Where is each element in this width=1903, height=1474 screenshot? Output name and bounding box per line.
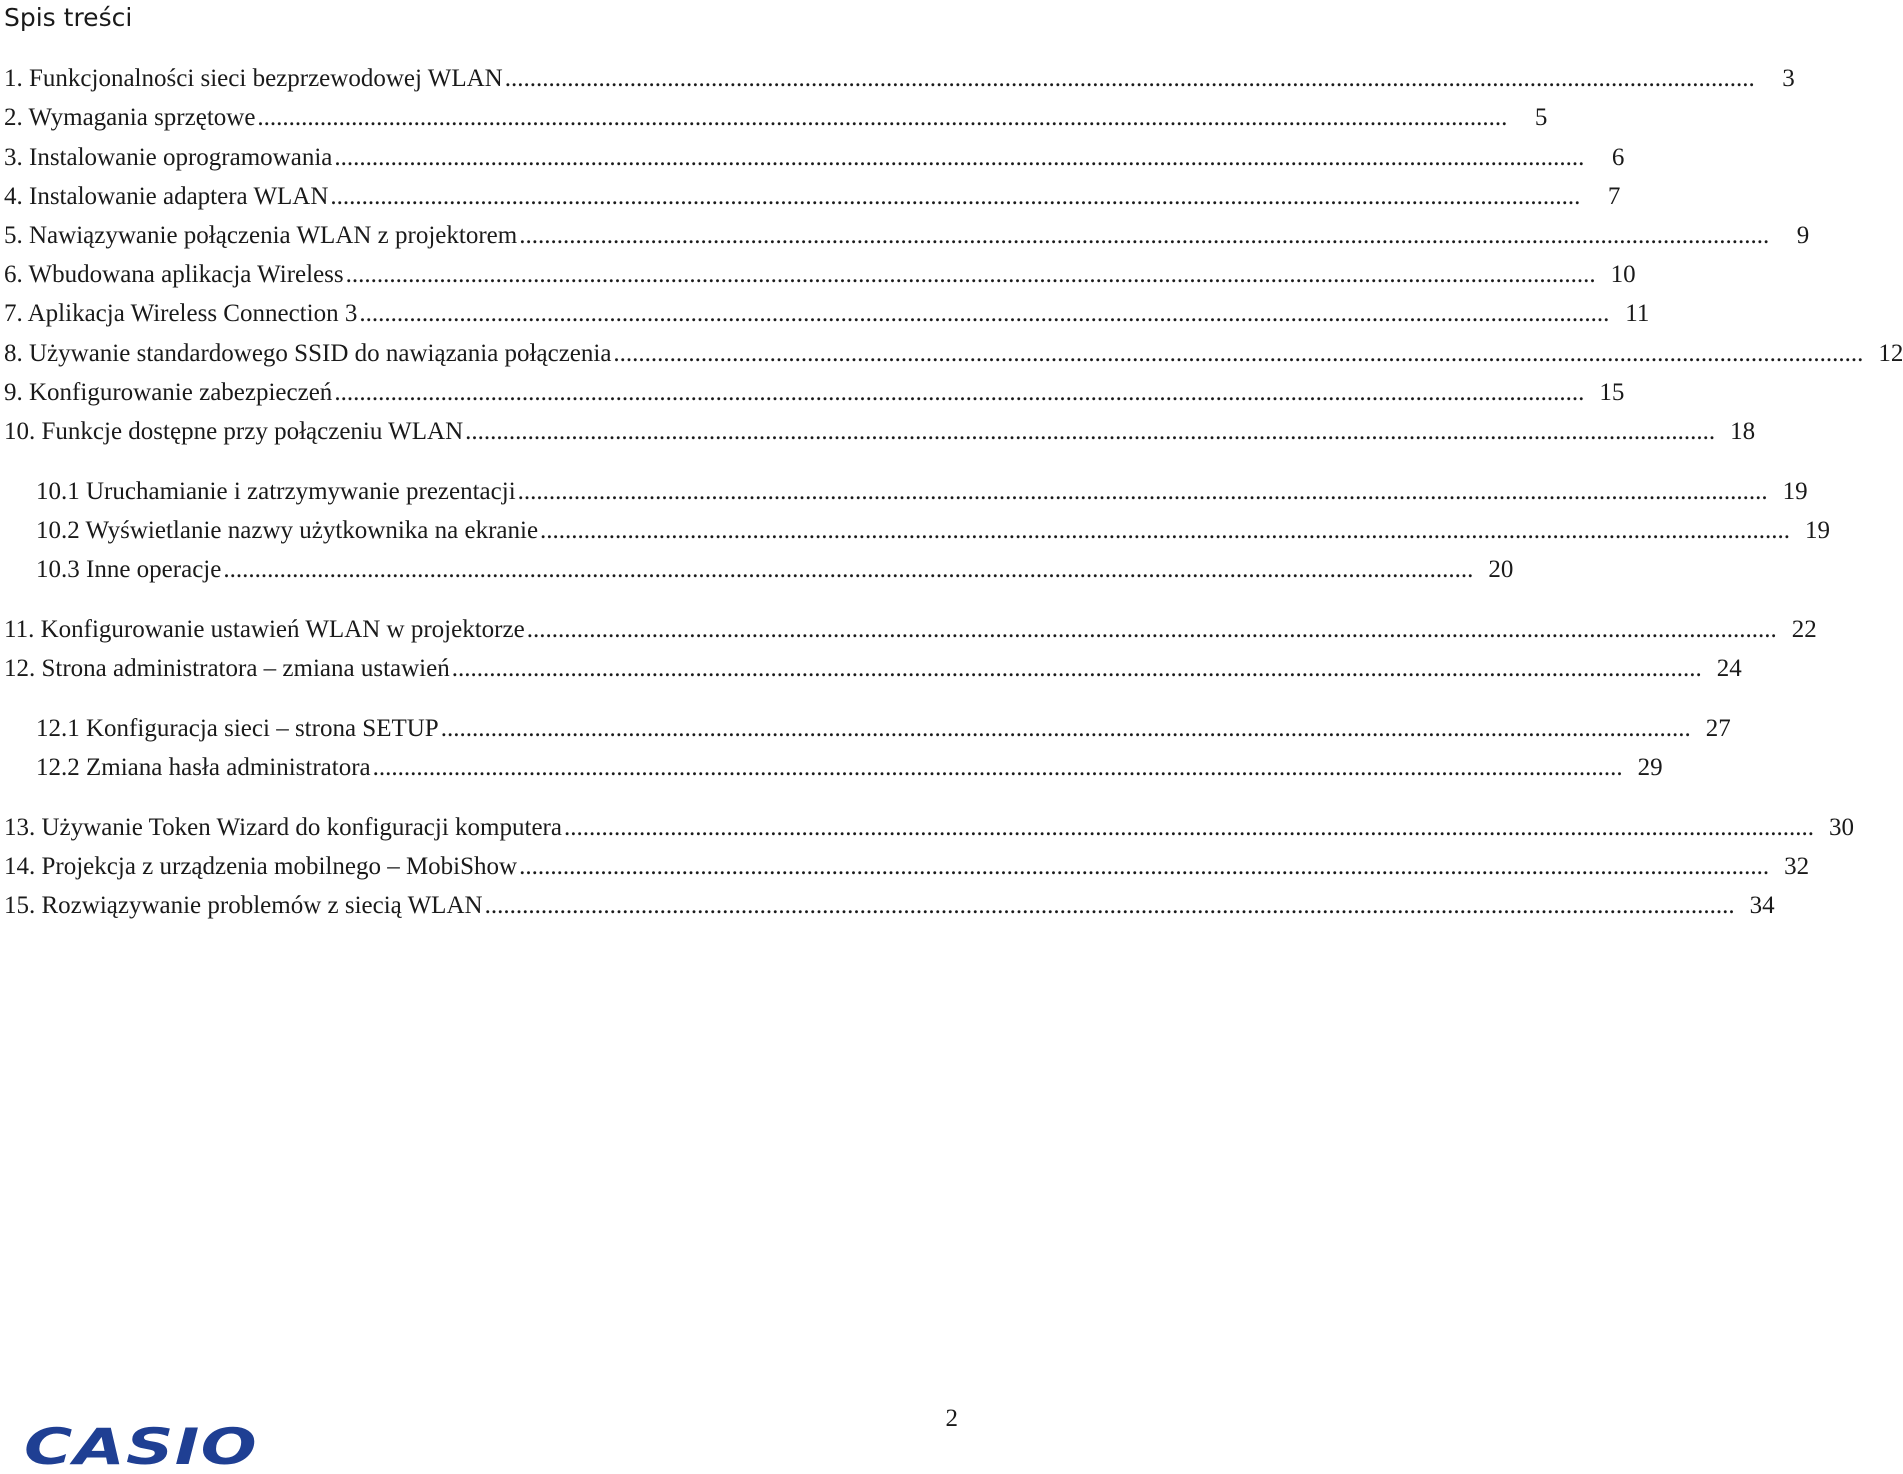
toc-entry-label: 13. Używanie Token Wizard do konfiguracji komputera bbox=[4, 814, 562, 841]
toc-entry-page: 9 bbox=[1796, 222, 1810, 249]
leader-dots: ........................................................................................................................................................................................................ bbox=[563, 814, 1814, 841]
leader-dots: ........................................................................................................................................................................................................ bbox=[465, 418, 1716, 445]
toc-entry-page: 15 bbox=[1599, 379, 1625, 406]
toc-entry-label: 7. Aplikacja Wireless Connection 3 bbox=[4, 300, 358, 327]
toc-entry-label: 14. Projekcja z urządzenia mobilnego – MobiShow bbox=[4, 853, 518, 880]
leader-dots: ........................................................................................................................................................................................................ bbox=[517, 478, 1768, 505]
toc-entry-label: 1. Funkcjonalności sieci bezprzewodowej WLAN bbox=[4, 65, 503, 92]
toc-entry-label: 10.2 Wyświetlanie nazwy użytkownika na ekranie bbox=[36, 517, 539, 544]
casio-logo bbox=[22, 1418, 262, 1474]
toc-entry-page: 24 bbox=[1716, 655, 1742, 682]
toc-entry[interactable] bbox=[4, 220, 1810, 252]
leader-dots: ........................................................................................................................................................................................................ bbox=[540, 517, 1791, 544]
toc-entry-page: 3 bbox=[1782, 65, 1795, 92]
toc-entry[interactable] bbox=[4, 377, 1625, 409]
toc-entry-label: 9. Konfigurowanie zabezpieczeń bbox=[4, 379, 333, 406]
toc-entry-page: 7 bbox=[1607, 183, 1621, 210]
toc-subentry[interactable] bbox=[36, 713, 1731, 745]
toc-entry-page: 19 bbox=[1782, 478, 1808, 505]
toc-entry-page: 20 bbox=[1488, 556, 1514, 583]
leader-dots: ........................................................................................................................................................................................................ bbox=[526, 616, 1777, 643]
toc-entry-page: 29 bbox=[1637, 754, 1663, 781]
toc-subentry[interactable] bbox=[36, 515, 1831, 547]
toc-entry-label: 15. Rozwiązywanie problemów z siecią WLAN bbox=[4, 892, 483, 919]
toc-entry[interactable] bbox=[4, 259, 1636, 291]
leader-dots: ........................................................................................................................................................................................................ bbox=[359, 300, 1610, 327]
toc-entry-page: 30 bbox=[1828, 814, 1854, 841]
leader-dots: ........................................................................................................................................................................................................ bbox=[334, 379, 1585, 406]
leader-dots: ........................................................................................................................................................................................................ bbox=[330, 183, 1581, 210]
leader-dots: ........................................................................................................................................................................................................ bbox=[334, 144, 1585, 171]
toc-entry[interactable] bbox=[4, 63, 1795, 95]
toc-entry[interactable] bbox=[4, 653, 1742, 685]
toc-entry-label: 10.1 Uruchamianie i zatrzymywanie prezentacji bbox=[36, 478, 516, 505]
toc-subentry[interactable] bbox=[36, 752, 1663, 784]
casio-logo-text: CASIO bbox=[24, 1418, 258, 1474]
leader-dots: ........................................................................................................................................................................................................ bbox=[440, 715, 1691, 742]
toc-entry-label: 4. Instalowanie adaptera WLAN bbox=[4, 183, 329, 210]
toc-entry-label: 11. Konfigurowanie ustawień WLAN w projektorze bbox=[4, 616, 525, 643]
leader-dots: ........................................................................................................................................................................................................ bbox=[257, 104, 1508, 131]
toc-entry-page: 32 bbox=[1784, 853, 1810, 880]
toc-entry-label: 12. Strona administratora – zmiana ustawień bbox=[4, 655, 450, 682]
leader-dots: ........................................................................................................................................................................................................ bbox=[504, 65, 1755, 92]
toc-entry[interactable] bbox=[4, 851, 1810, 883]
leader-dots: ........................................................................................................................................................................................................ bbox=[223, 556, 1474, 583]
page-number: 2 bbox=[945, 1405, 958, 1432]
leader-dots: ........................................................................................................................................................................................................ bbox=[519, 853, 1770, 880]
toc-entry-label: 5. Nawiązywanie połączenia WLAN z projektorem bbox=[4, 222, 518, 249]
toc-entry-label: 8. Używanie standardowego SSID do nawiązania połączenia bbox=[4, 340, 612, 367]
leader-dots: ........................................................................................................................................................................................................ bbox=[451, 655, 1702, 682]
toc-entry[interactable] bbox=[4, 890, 1775, 922]
toc-entry-page: 12 bbox=[1878, 340, 1903, 367]
toc-subentry[interactable] bbox=[36, 476, 1808, 508]
toc-entry[interactable] bbox=[4, 298, 1650, 330]
toc-entry-page: 27 bbox=[1705, 715, 1731, 742]
leader-dots: ........................................................................................................................................................................................................ bbox=[372, 754, 1623, 781]
toc-entry-page: 19 bbox=[1805, 517, 1831, 544]
toc-entry-page: 18 bbox=[1730, 418, 1756, 445]
toc-entry[interactable] bbox=[4, 614, 1817, 646]
toc-entry[interactable] bbox=[4, 102, 1548, 134]
toc-entry-label: 6. Wbudowana aplikacja Wireless bbox=[4, 261, 344, 288]
toc-entry[interactable] bbox=[4, 812, 1854, 844]
toc-entry-label: 10. Funkcje dostępne przy połączeniu WLAN bbox=[4, 418, 464, 445]
toc-entry-page: 6 bbox=[1611, 144, 1625, 171]
toc-entry-page: 5 bbox=[1534, 104, 1548, 131]
toc-entry-label: 12.1 Konfiguracja sieci – strona SETUP bbox=[36, 715, 439, 742]
toc-entry[interactable] bbox=[4, 416, 1756, 448]
toc-entry-label: 12.2 Zmiana hasła administratora bbox=[36, 754, 371, 781]
toc-entry-label: 10.3 Inne operacje bbox=[36, 556, 222, 583]
toc-subentry[interactable] bbox=[36, 554, 1514, 586]
leader-dots: ........................................................................................................................................................................................................ bbox=[519, 222, 1770, 249]
toc-entry-page: 11 bbox=[1625, 300, 1650, 327]
leader-dots: ........................................................................................................................................................................................................ bbox=[345, 261, 1596, 288]
toc-entry-label: 2. Wymagania sprzętowe bbox=[4, 104, 256, 131]
toc-heading: Spis treści bbox=[4, 3, 133, 32]
toc-entry-page: 34 bbox=[1749, 892, 1775, 919]
toc-entry-page: 10 bbox=[1610, 261, 1636, 288]
toc-entry[interactable] bbox=[4, 142, 1625, 174]
toc-entry-label: 3. Instalowanie oprogramowania bbox=[4, 144, 333, 171]
toc-entry[interactable] bbox=[4, 181, 1621, 213]
toc-entry[interactable] bbox=[4, 338, 1903, 370]
toc-entry-page: 22 bbox=[1791, 616, 1817, 643]
leader-dots: ........................................................................................................................................................................................................ bbox=[613, 340, 1864, 367]
leader-dots: ........................................................................................................................................................................................................ bbox=[484, 892, 1735, 919]
